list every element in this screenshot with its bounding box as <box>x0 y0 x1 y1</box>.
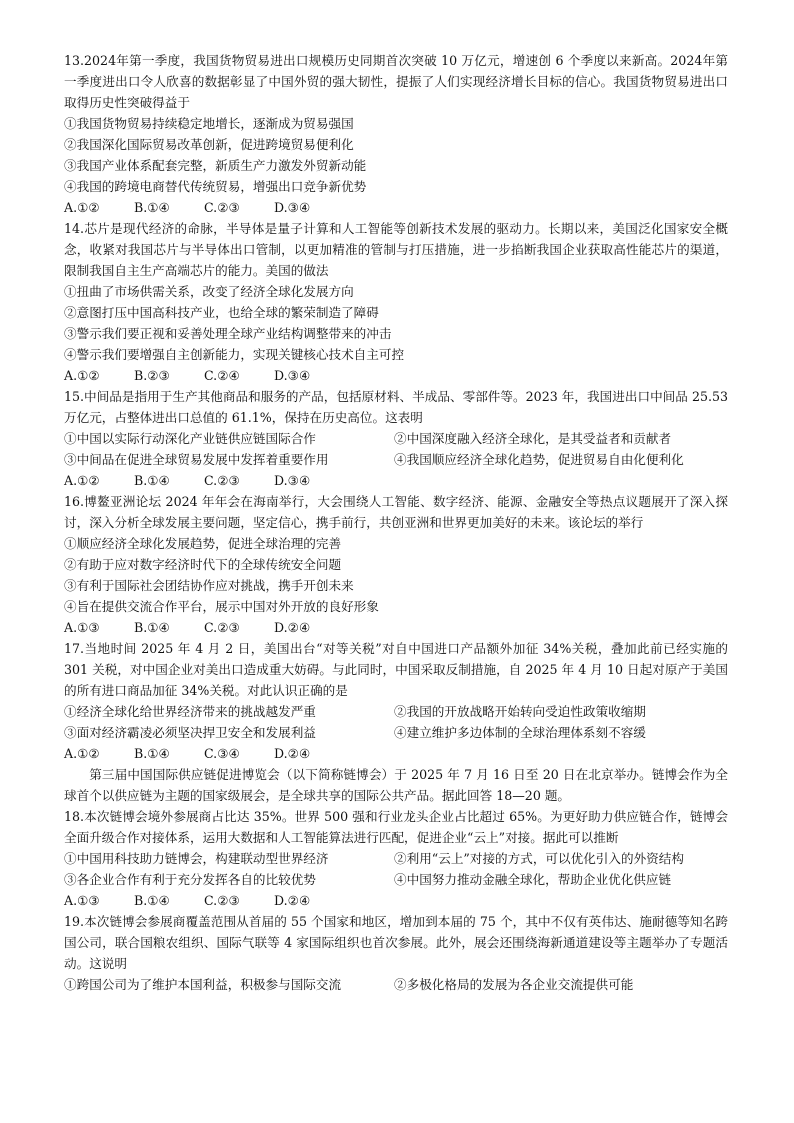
question-15-option-4: ④我国顺应经济全球化趋势，促进贸易自由化便利化 <box>394 452 684 467</box>
choice-d: D.③④ <box>274 473 311 488</box>
question-14-option-4: ④警示我们要增强自主创新能力，实现关键核心技术自主可控 <box>64 347 405 362</box>
question-15-option-1: ①中国以实际行动深化产业链供应链国际合作 <box>64 431 316 446</box>
question-16-option-3: ③有利于国际社会团结协作应对挑战，携手开创未来 <box>64 578 354 593</box>
question-16-option-1: ①顺应经济全球化发展趋势，促进全球治理的完善 <box>64 536 342 551</box>
question-19-options-row-1 <box>64 974 728 995</box>
question-15-options-row-1 <box>64 428 728 449</box>
choice-a: A.①③ <box>64 893 100 908</box>
question-13-option-4: ④我国的跨境电商替代传统贸易，增强出口竞争新优势 <box>64 179 367 194</box>
question-14 <box>64 218 728 386</box>
question-16-stem: 16.博鳌亚洲论坛 2024 年年会在海南举行，大会围绕人工智能、数字经济、能源、金融安全等热点议题展开了深入探讨，深入分析全球发展主要问题，坚定信心，携手前行，共创亚洲和世界更加美好的未来。该论坛的举行 <box>64 494 728 530</box>
choice-c: C.②④ <box>204 368 240 383</box>
choice-b: B.②③ <box>134 368 170 383</box>
question-17-stem: 17.当地时间 2025 年 4 月 2 日，美国出台“对等关税”对自中国进口产品额外加征 34%关税，叠加此前已经实施的 301 关税，对中国企业对美出口造成重大妨碍。与此同时，中国采取反制措施，自 2025 年 4 月 10 日起对原产于美国的所有进口商品加征 34%关税。对此认识正确的是 <box>64 641 728 698</box>
choice-d: D.③④ <box>274 200 311 215</box>
choice-a: A.①② <box>64 746 100 761</box>
choice-d: D.②④ <box>274 746 311 761</box>
choice-b: B.①④ <box>134 620 170 635</box>
choice-d: D.②④ <box>274 893 311 908</box>
question-17-option-4: ④建立维护多边体制的全球治理体系刻不容缓 <box>394 725 646 740</box>
choice-b: B.①④ <box>134 200 170 215</box>
question-18-option-2: ②利用“云上”对接的方式，可以优化引入的外资结构 <box>394 851 684 866</box>
question-15-option-3: ③中间品在促进全球贸易发展中发挥着重要作用 <box>64 452 329 467</box>
question-13-option-2: ②我国深化国际贸易改革创新，促进跨境贸易便利化 <box>64 137 354 152</box>
question-16-choices <box>64 617 728 638</box>
passage-intro: 第三届中国国际供应链促进博览会（以下简称链博会）于 2025 年 7 月 16 日至 20 日在北京举办。链博会作为全球首个以供应链为主题的国家级展会，是全球共享的国际公共产品。据此回答 18—20 题。 <box>64 767 728 803</box>
question-18-stem: 18.本次链博会境外参展商占比达 35%。世界 500 强和行业龙头企业占比超过 65%。为更好助力供应链合作，链博会全面升级合作对接体系，运用大数据和人工智能算法进行匹配，促进企业“云上”对接。据此可以推断 <box>64 809 728 845</box>
question-17-option-3: ③面对经济霸凌必须坚决捍卫安全和发展利益 <box>64 725 316 740</box>
choice-c: C.②③ <box>204 893 240 908</box>
question-18-options-row-1 <box>64 848 728 869</box>
choice-a: A.①③ <box>64 620 100 635</box>
question-16-option-2: ②有助于应对数字经济时代下的全球传统安全问题 <box>64 557 342 572</box>
question-18-choices <box>64 890 728 911</box>
question-15-stem: 15.中间品是指用于生产其他商品和服务的产品，包括原材料、半成品、零部件等。2023 年，我国进出口中间品 25.53 万亿元，占整体进出口总值的 61.1%，保持在历史高位。这表明 <box>64 389 728 425</box>
question-13-option-3: ③我国产业体系配套完整，新质生产力激发外贸新动能 <box>64 158 367 173</box>
choice-b: B.①④ <box>134 746 170 761</box>
question-17-option-1: ①经济全球化给世界经济带来的挑战越发严重 <box>64 704 316 719</box>
choice-a: A.①② <box>64 368 100 383</box>
question-13-choices <box>64 197 728 218</box>
question-13-option-1: ①我国货物贸易持续稳定地增长，逐渐成为贸易强国 <box>64 116 354 131</box>
question-13-stem: 13.2024年第一季度，我国货物贸易进出口规模历史同期首次突破 10 万亿元，增速创 6 个季度以来新高。2024年第一季度进出口令人欣喜的数据彰显了中国外贸的强大韧性，提振了人们实现经济增长目标的信心。我国货物贸易进出口取得历史性突破得益于 <box>64 53 728 110</box>
choice-b: B.①④ <box>134 893 170 908</box>
question-18-option-1: ①中国用科技助力链博会，构建联动型世界经济 <box>64 851 329 866</box>
question-14-option-3: ③警示我们要正视和妥善处理全球产业结构调整带来的冲击 <box>64 326 392 341</box>
choice-c: C.③④ <box>204 746 240 761</box>
question-15-option-2: ②中国深度融入经济全球化，是其受益者和贡献者 <box>394 431 672 446</box>
question-18-option-4: ④中国努力推动金融全球化，帮助企业优化供应链 <box>394 872 672 887</box>
question-19 <box>64 911 728 995</box>
question-18-options-row-2 <box>64 869 728 890</box>
question-16-option-4: ④旨在提供交流合作平台，展示中国对外开放的良好形象 <box>64 599 379 614</box>
question-18 <box>64 806 728 911</box>
choice-b: B.①④ <box>134 473 170 488</box>
question-13 <box>64 50 728 218</box>
exam-page <box>64 50 728 995</box>
question-17-option-2: ②我国的开放战略开始转向受迫性政策收缩期 <box>394 704 646 719</box>
choice-a: A.①② <box>64 200 100 215</box>
choice-a: A.①② <box>64 473 100 488</box>
question-15-options-row-2 <box>64 449 728 470</box>
question-17-choices <box>64 743 728 764</box>
choice-c: C.②③ <box>204 473 240 488</box>
question-19-stem: 19.本次链博会参展商覆盖范围从首届的 55 个国家和地区，增加到本届的 75 个，其中不仅有英伟达、施耐德等知名跨国公司，联合国粮农组织、国际气联等 4 家国际组织也首次参展。此外，展会还围绕海新通道建设等主题举办了专题活动。这说明 <box>64 914 728 971</box>
choice-d: D.③④ <box>274 368 311 383</box>
question-14-option-1: ①扭曲了市场供需关系，改变了经济全球化发展方向 <box>64 284 354 299</box>
choice-c: C.②③ <box>204 200 240 215</box>
question-18-option-3: ③各企业合作有利于充分发挥各自的比较优势 <box>64 872 316 887</box>
question-17-options-row-2 <box>64 722 728 743</box>
question-17-options-row-1 <box>64 701 728 722</box>
choice-c: C.②③ <box>204 620 240 635</box>
question-15 <box>64 386 728 491</box>
question-14-stem: 14.芯片是现代经济的命脉，半导体是量子计算和人工智能等创新技术发展的驱动力。长期以来，美国泛化国家安全概念，收紧对我国芯片与半导体出口管制，以更加精准的管制与打压措施，进一步掐断我国企业获取高性能芯片的渠道，限制我国自主生产高端芯片的能力。美国的做法 <box>64 221 728 278</box>
question-14-choices <box>64 365 728 386</box>
question-14-option-2: ②意图打压中国高科技产业，也给全球的繁荣制造了障碍 <box>64 305 379 320</box>
question-16 <box>64 491 728 638</box>
question-17 <box>64 638 728 764</box>
choice-d: D.②④ <box>274 620 311 635</box>
question-19-option-2: ②多极化格局的发展为各企业交流提供可能 <box>394 977 634 992</box>
question-15-choices <box>64 470 728 491</box>
question-19-option-1: ①跨国公司为了维护本国利益，积极参与国际交流 <box>64 977 342 992</box>
